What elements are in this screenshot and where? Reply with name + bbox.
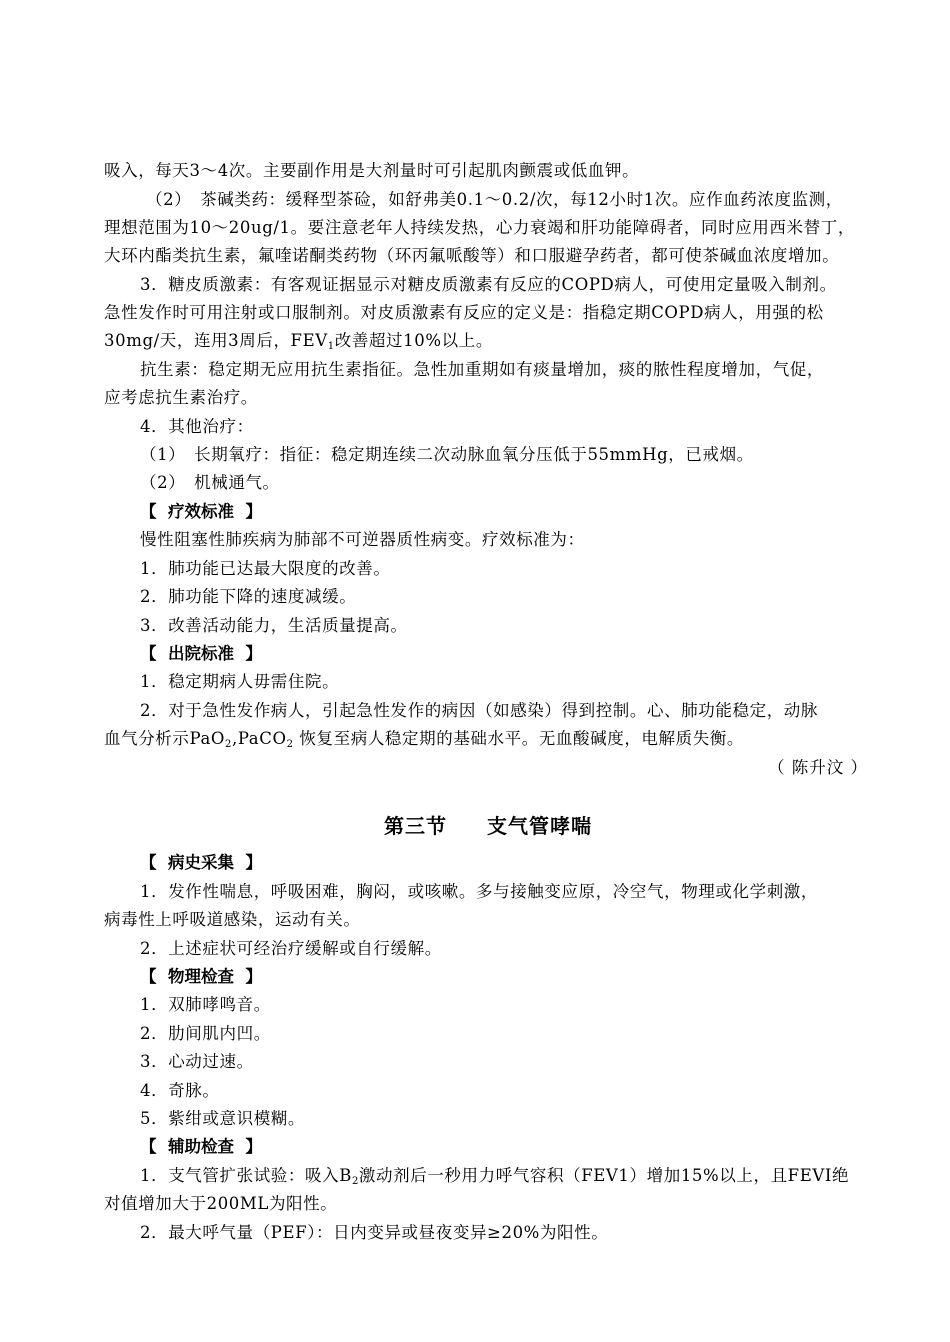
section-heading-history: 【 病史采集 】 <box>140 853 262 872</box>
section-heading-efficacy: 【 疗效标准 】 <box>140 502 262 521</box>
paragraph-line: 3．糖皮质激素：有客观证据显示对糖皮质激素有反应的COPD病人，可使用定量吸入制剂。 <box>140 275 837 294</box>
paragraph-line: 病毒性上呼吸道感染，运动有关。 <box>104 910 361 929</box>
paragraph-line: （2） 茶碱类药：缓释型茶硷，如舒弗美0.1～0.2/次，每12小时1次。应作血药浓度监测， <box>146 190 843 209</box>
list-item: 5．紫绀或意识模糊。 <box>140 1109 305 1128</box>
paragraph-line: （2） 机械通气。 <box>140 473 280 492</box>
paragraph-line: 30mg/天，连用3周后，$FEV_1$改善超过10%以上。 <box>104 331 493 352</box>
list-item: 2．肺功能下降的速度减缓。 <box>140 587 357 606</box>
paragraph-line: 急性发作时可用注射或口服制剂。对皮质激素有反应的定义是：指稳定期COPD病人，用强的松 <box>104 303 824 322</box>
paragraph-line: （1） 长期氧疗：指征：稳定期连续二次动脉血氧分压低于55mmHg，已戒烟。 <box>140 445 754 464</box>
list-item: 2．对于急性发作病人，引起急性发作的病因（如感染）得到控制。心、肺功能稳定，动脉 <box>140 701 818 720</box>
paragraph-line: 应考虑抗生素治疗。 <box>104 388 258 407</box>
author-signature: （ 陈升汶 ） <box>768 758 868 777</box>
paragraph-line: 吸入，每天3～4次。主要副作用是大剂量时可引起肌肉颤震或低血钾。 <box>104 161 640 180</box>
list-item: 2．上述症状可经治疗缓解或自行缓解。 <box>140 939 442 958</box>
list-item: 1．双肺哮鸣音。 <box>140 995 271 1014</box>
paragraph-line: 理想范围为10～20ug/1。要注意老年人持续发热，心力衰竭和肝功能障碍者，同时应用西米替丁， <box>104 218 855 237</box>
list-item: 1．肺功能已达最大限度的改善。 <box>140 559 391 578</box>
list-item: 1．支气管扩张试验：吸入$B_2$激动剂后一秒用力呼气容积（FEV1）增加15%以上，且FEVI绝 <box>140 1166 850 1187</box>
section-title: 第三节 支气管哮喘 <box>384 814 592 838</box>
paragraph-line: 大环内酯类抗生素，氟喹诺酮类药物（环丙氟哌酸等）和口服避孕药者，都可使茶碱血浓度增加。 <box>104 246 840 265</box>
list-item: 1．稳定期病人毋需住院。 <box>140 672 340 691</box>
paragraph-line: 4．其他治疗： <box>140 417 254 436</box>
section-heading-auxiliary-exam: 【 辅助检查 】 <box>140 1137 262 1156</box>
section-heading-discharge: 【 出院标准 】 <box>140 644 262 663</box>
list-item: 3．心动过速。 <box>140 1052 254 1071</box>
paragraph-line: 抗生素：稳定期无应用抗生素指征。急性加重期如有痰量增加，痰的脓性程度增加，气促， <box>140 360 824 379</box>
list-item: 3．改善活动能力，生活质量提高。 <box>140 616 408 635</box>
list-item: 4．奇脉。 <box>140 1081 220 1100</box>
section-heading-physical-exam: 【 物理检查 】 <box>140 967 262 986</box>
paragraph-line: 对值增加大于200ML为阳性。 <box>104 1194 338 1213</box>
list-item: 1．发作性喘息，呼吸困难，胸闷，或咳嗽。多与接触变应原，冷空气，物理或化学刺激， <box>140 882 818 901</box>
list-item: 2．肋间肌内凹。 <box>140 1024 271 1043</box>
paragraph-line: 血气分析示PaO$_2$,PaCO$_2$ 恢复至病人稳定期的基础水平。无血酸碱度，电解质失衡。 <box>104 729 745 750</box>
list-item: 2．最大呼气量（PEF）：日内变异或昼夜变异≥20%为阳性。 <box>140 1223 609 1242</box>
paragraph-line: 慢性阻塞性肺疾病为肺部不可逆器质性病变。疗效标准为： <box>140 530 585 549</box>
